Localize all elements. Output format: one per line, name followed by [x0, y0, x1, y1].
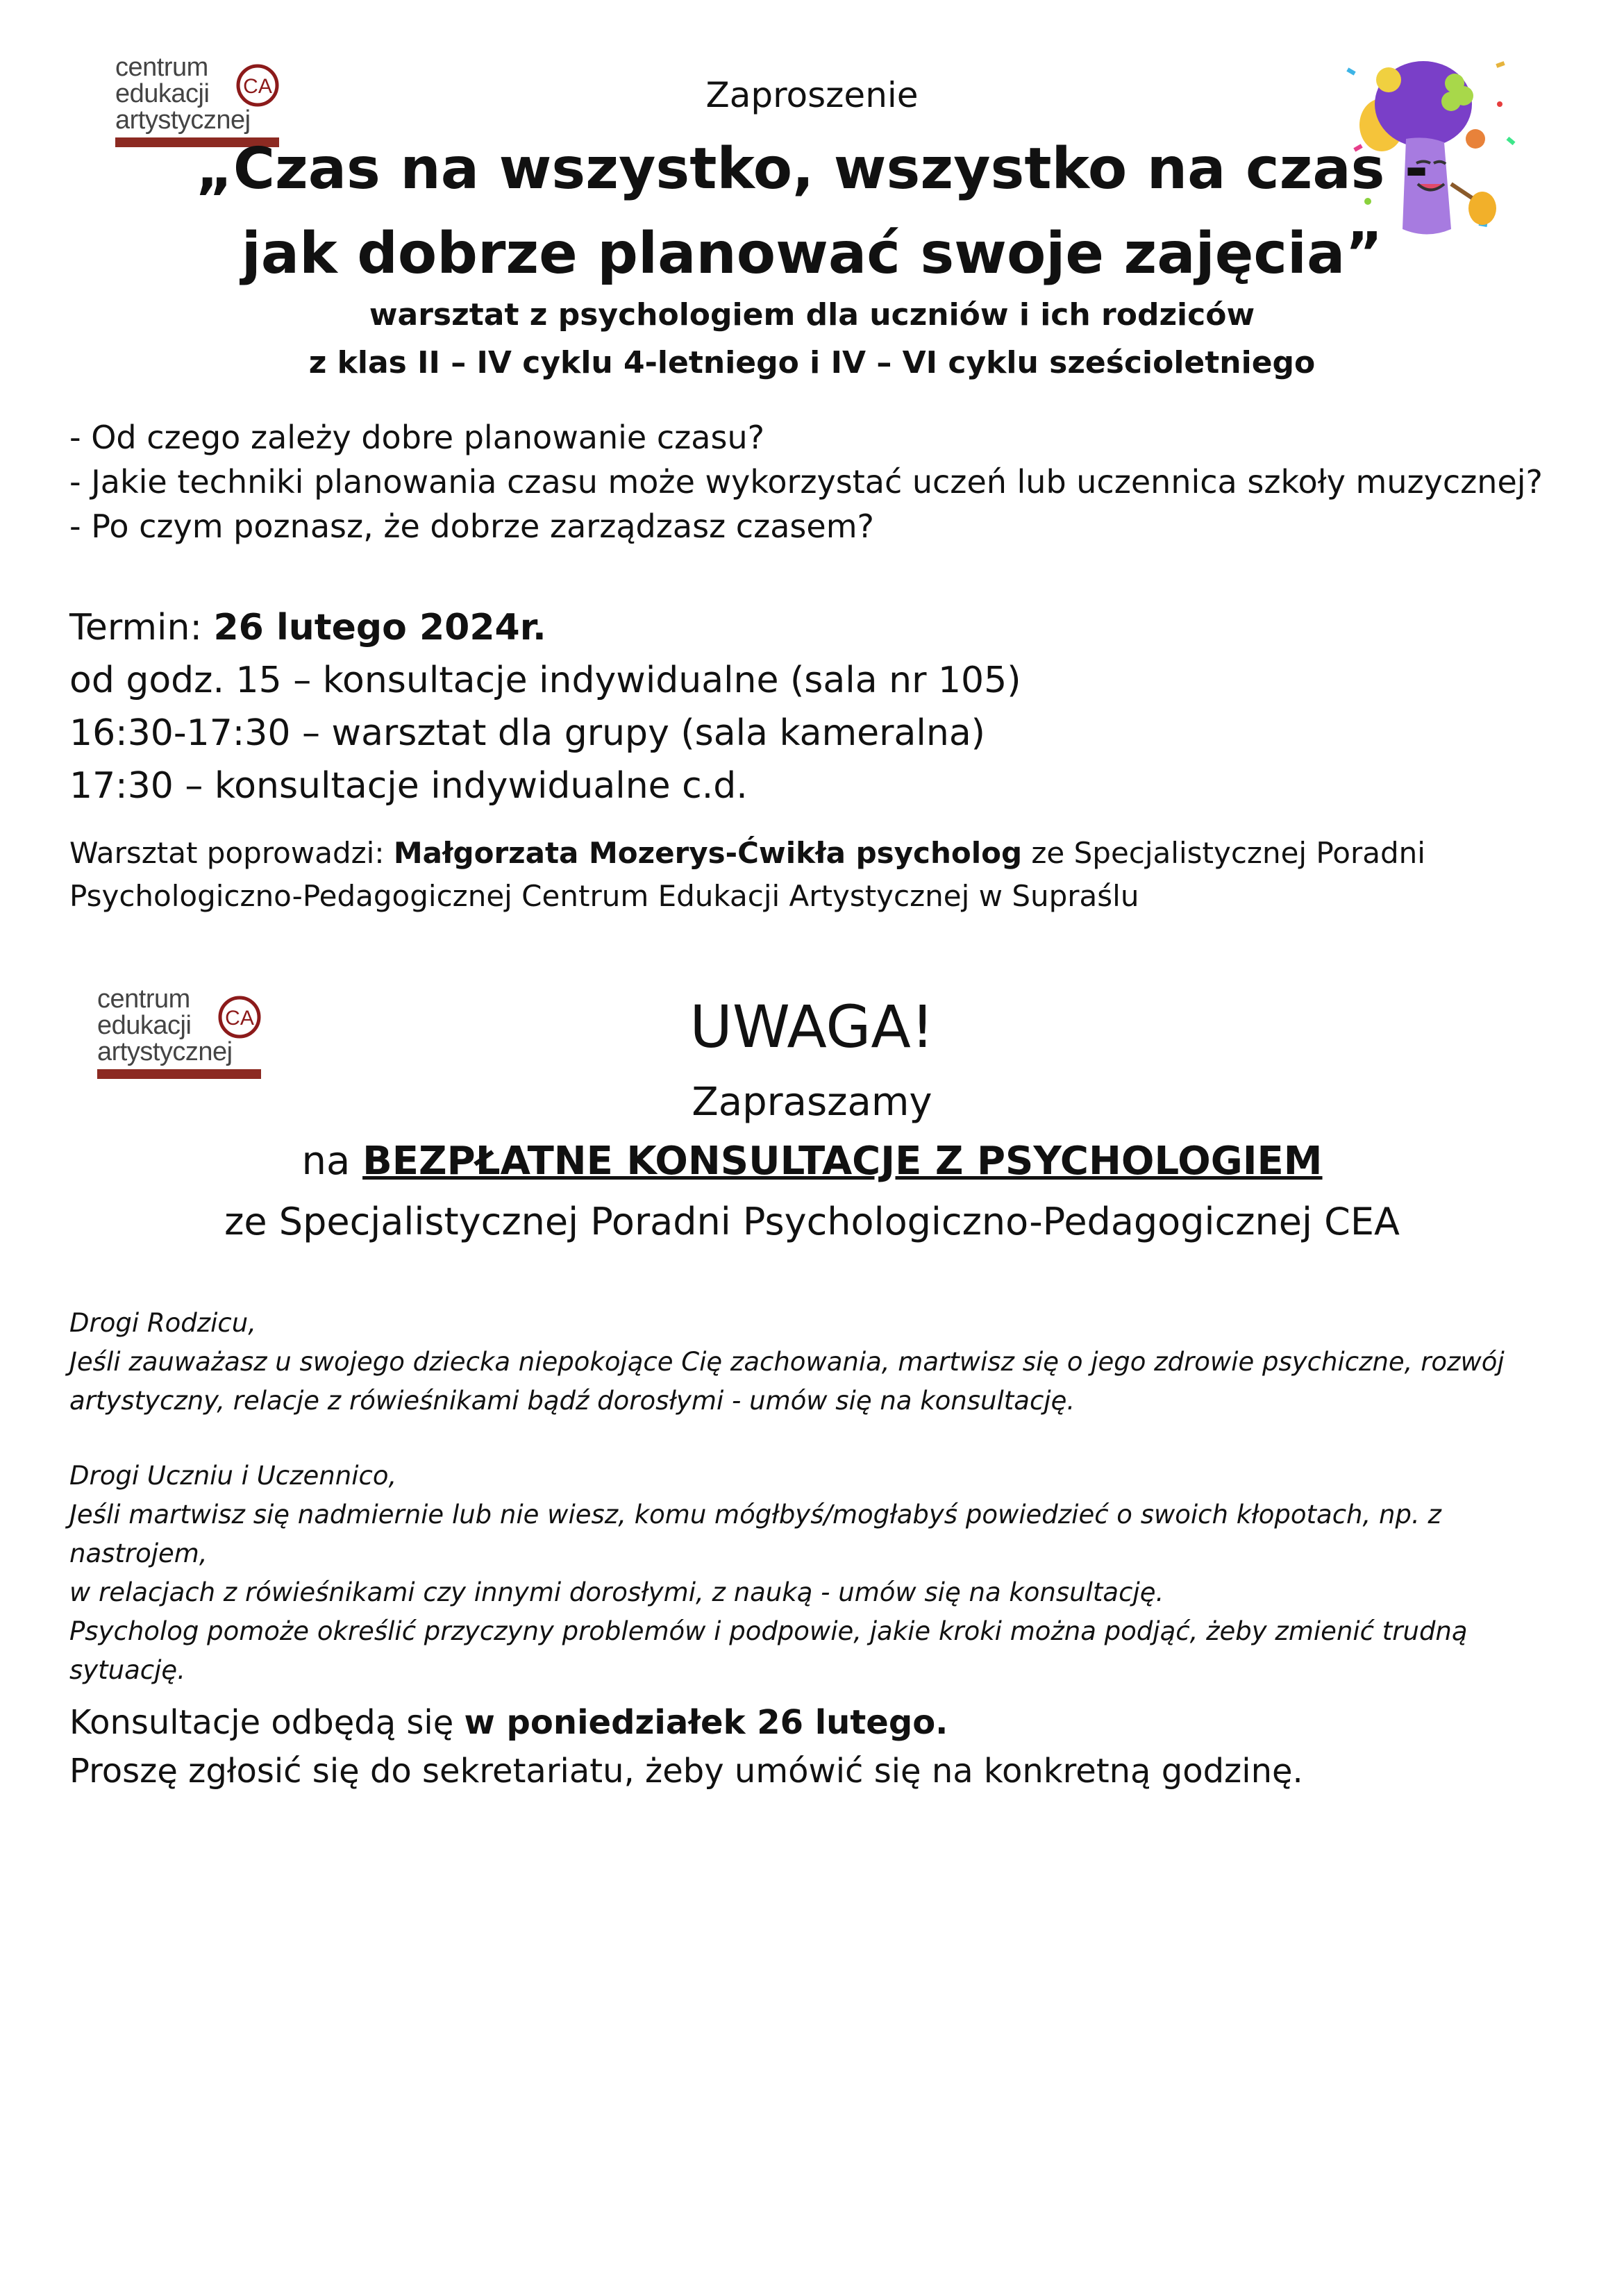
- logo-line-1: centrum: [115, 53, 208, 82]
- notice-heading: UWAGA!: [689, 993, 935, 1061]
- notice-consultation-line: [0, 1139, 1624, 1184]
- invite-label: Zaproszenie: [705, 75, 919, 115]
- subtitle-line-2: z klas II – IV cyklu 4-letniego i IV – VI cyklu sześcioletniego: [308, 345, 1316, 380]
- term-label: Termin:: [69, 607, 214, 648]
- final-date: w poniedziałek 26 lutego.: [464, 1703, 948, 1742]
- schedule: [69, 601, 1021, 812]
- letter-parent: [69, 1304, 1569, 1421]
- question-1: - Od czego zależy dobre planowanie czasu?: [69, 419, 765, 456]
- final-line-2: Proszę zgłosić się do sekretariatu, żeby umówić się na konkretną godzinę.: [69, 1752, 1303, 1791]
- final-info: [69, 1698, 1303, 1795]
- parent-line-1: Jeśli zauważasz u swojego dziecka niepokojące Cię zachowania, martwisz się o jego zdrowie psychiczne, rozwój: [69, 1347, 1505, 1377]
- student-line-1: Jeśli martwisz się nadmiernie lub nie wiesz, komu mógłbyś/mogłabyś powiedzieć o swoich kłopotach, np. z nastrojem,: [69, 1500, 1441, 1568]
- logo2-line-2: edukacji: [97, 1011, 192, 1040]
- presenter-line-2: Psychologiczno-Pedagogicznej Centrum Edukacji Artystycznej w Supraślu: [69, 879, 1139, 913]
- notice-from: ze Specjalistycznej Poradni Psychologiczno-Pedagogicznej CEA: [224, 1200, 1400, 1243]
- presenter-suffix: ze Specjalistycznej Poradni: [1022, 836, 1425, 870]
- term-date: 26 lutego 2024r.: [213, 607, 546, 648]
- logo-line-3: artystycznej: [115, 106, 251, 135]
- title-line-2: jak dobrze planować swoje zajęcia”: [241, 221, 1383, 287]
- presenter-name: Małgorzata Mozerys-Ćwikła psycholog: [393, 836, 1023, 870]
- notice-invite: Zapraszamy: [692, 1080, 932, 1125]
- logo2-line-3: artystycznej: [97, 1037, 233, 1066]
- svg-text:CA: CA: [225, 1007, 254, 1030]
- schedule-line-2: 16:30-17:30 – warsztat dla grupy (sala kameralna): [69, 712, 985, 754]
- term-line: [69, 601, 1021, 654]
- subtitle-line-1: warsztat z psychologiem dla uczniów i ich rodziców: [369, 297, 1255, 333]
- question-2: - Jakie techniki planowania czasu może wykorzystać uczeń lub uczennica szkoły muzycznej?: [69, 463, 1543, 501]
- student-line-2: w relacjach z rówieśnikami czy innymi dorosłymi, z nauką - umów się na konsultację.: [69, 1577, 1164, 1607]
- student-greeting: Drogi Uczniu i Uczennico,: [69, 1461, 397, 1491]
- presenter-info: [69, 832, 1425, 918]
- svg-text:CA: CA: [243, 75, 272, 98]
- parent-greeting: Drogi Rodzicu,: [69, 1308, 256, 1338]
- final-prefix: Konsultacje odbędą się: [69, 1703, 464, 1742]
- schedule-line-3: 17:30 – konsultacje indywidualne c.d.: [69, 765, 748, 807]
- logo2-line-1: centrum: [97, 984, 190, 1014]
- presenter-prefix: Warsztat poprowadzi:: [69, 836, 394, 870]
- psych-note: Psycholog pomoże określić przyczyny problemów i podpowie, jakie kroki można podjąć, żeby zmienić trudną sytuację.: [69, 1616, 1468, 1685]
- logo2-bar: [97, 1069, 261, 1079]
- questions-list: [69, 415, 1543, 548]
- title-line-1: „Czas na wszystko, wszystko na czas -: [195, 136, 1429, 202]
- schedule-line-1: od godz. 15 – konsultacje indywidualne (sala nr 105): [69, 660, 1021, 701]
- logo-line-2: edukacji: [115, 79, 210, 108]
- letter-student: [69, 1457, 1569, 1612]
- question-3: - Po czym poznasz, że dobrze zarządzasz czasem?: [69, 508, 874, 545]
- notice-na-prefix: na: [301, 1139, 363, 1184]
- parent-line-2: artystyczny, relacje z rówieśnikami bądź dorosłymi - umów się na konsultację.: [69, 1386, 1075, 1416]
- notice-free-consultation: BEZPŁATNE KONSULTACJE Z PSYCHOLOGIEM: [362, 1139, 1323, 1184]
